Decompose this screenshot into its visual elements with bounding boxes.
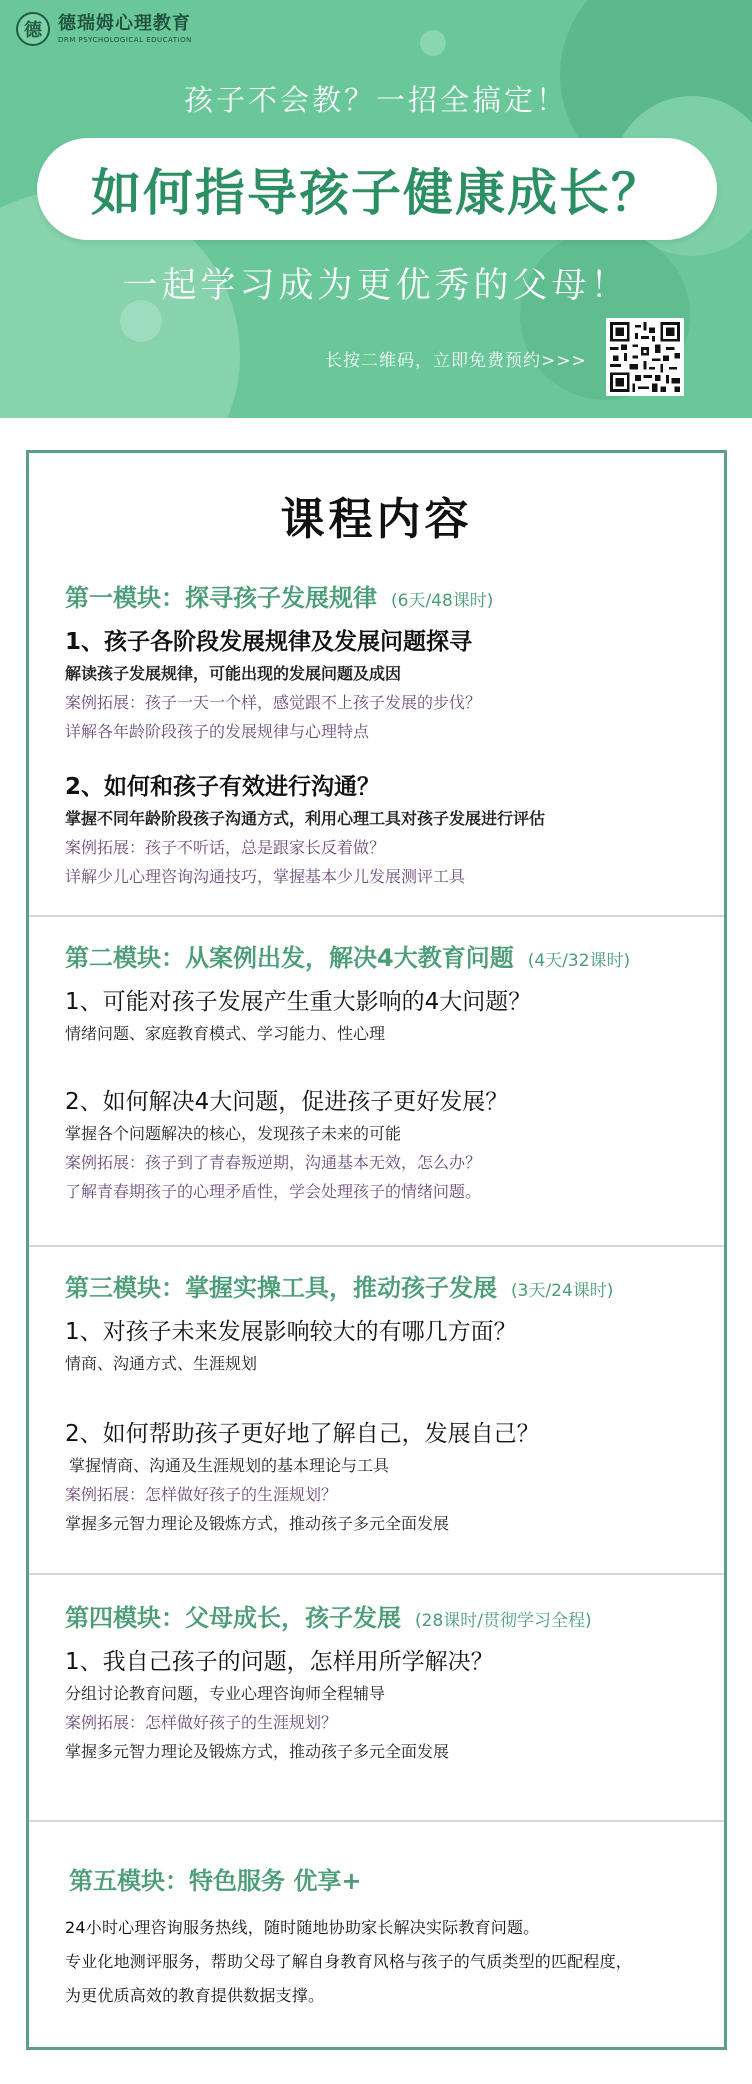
- module-duration: (4天/32课时): [527, 951, 631, 971]
- module-duration: (6天/48课时): [391, 591, 494, 611]
- course-title: 课程内容: [280, 494, 473, 545]
- question-detail: 掌握不同年龄阶段孩子沟通方式，利用心理工具对孩子发展进行评估: [65, 809, 546, 828]
- section-divider: [29, 1573, 724, 1575]
- qr-code-icon: [610, 322, 680, 392]
- module-duration: (3天/24课时): [511, 1281, 614, 1301]
- hero-headline: 如何指导孩子健康成长？: [91, 164, 663, 222]
- module-1-question-1: 1、孩子各阶段发展规律及发展问题探寻: [65, 629, 473, 655]
- module-5-title: 第五模块：特色服务 优享+: [69, 1867, 362, 1895]
- question-detail: 掌握各个问题解决的核心，发现孩子未来的可能: [65, 1124, 402, 1143]
- service-line: 为更优质高效的教育提供数据支撑。: [65, 1986, 325, 2005]
- decor-circle: [420, 30, 446, 56]
- module-1-question-2: 2、如何和孩子有效进行沟通？: [65, 774, 381, 800]
- brand-name-en: DRM PSYCHOLOGICAL EDUCATION: [58, 36, 192, 44]
- case-extension: 案例拓展：孩子到了青春叛逆期，沟通基本无效，怎么办？: [65, 1153, 482, 1172]
- headline-pill: [37, 138, 717, 240]
- qr-cta-text: 长按二维码，立即免费预约>>>: [325, 351, 587, 371]
- module-1-title: 第一模块：探寻孩子发展规律 (6天/48课时): [65, 584, 494, 612]
- question-detail: 分组讨论教育问题，专业心理咨询师全程辅导: [65, 1684, 386, 1703]
- case-extension: 案例拓展：怎样做好孩子的生涯规划？: [65, 1713, 338, 1732]
- case-extension: 案例拓展：孩子不听话，总是跟家长反着做？: [65, 838, 386, 857]
- hero-subtitle: 孩子不会教？一招全搞定！: [183, 83, 568, 117]
- module-2-question-2: 2、如何解决4大问题，促进孩子更好发展？: [65, 1089, 509, 1115]
- brand-name: 德瑞姆心理教育: [58, 13, 191, 34]
- brand-logo: [16, 12, 192, 46]
- section-divider: [29, 915, 724, 917]
- case-extension: 案例拓展：孩子一天一个样，感觉跟不上孩子发展的步伐？: [65, 693, 482, 712]
- module-2-question-1: 1、可能对孩子发展产生重大影响的4大问题？: [65, 989, 532, 1015]
- question-detail: 了解青春期孩子的心理矛盾性，学会处理孩子的情绪问题。: [65, 1182, 482, 1201]
- module-4-title: 第四模块：父母成长，孩子发展 (28课时/贯彻学习全程): [65, 1604, 592, 1632]
- module-3-question-1: 1、对孩子未来发展影响较大的有哪几方面？: [65, 1319, 517, 1345]
- section-divider: [29, 1245, 724, 1247]
- case-extension: 案例拓展：怎样做好孩子的生涯规划？: [65, 1485, 338, 1504]
- qr-code[interactable]: [606, 318, 684, 396]
- question-detail: 掌握情商、沟通及生涯规划的基本理论与工具: [69, 1456, 390, 1475]
- logo-seal-icon: 德: [16, 12, 50, 46]
- question-detail: 详解各年龄阶段孩子的发展规律与心理特点: [65, 722, 370, 741]
- module-3-title: 第三模块：掌握实操工具，推动孩子发展 (3天/24课时): [65, 1274, 614, 1302]
- module-2-title: 第二模块：从案例出发，解决4大教育问题 (4天/32课时): [65, 944, 631, 972]
- section-divider: [29, 1820, 724, 1822]
- question-detail: 情商、沟通方式、生涯规划: [65, 1354, 258, 1373]
- module-4-question-1: 1、我自己孩子的问题，怎样用所学解决？: [65, 1649, 494, 1675]
- service-line: 专业化地测评服务，帮助父母了解自身教育风格与孩子的气质类型的匹配程度，: [65, 1952, 633, 1971]
- module-3-question-2: 2、如何帮助孩子更好地了解自己，发展自己？: [65, 1421, 540, 1447]
- question-detail: 情绪问题、家庭教育模式、学习能力、性心理: [65, 1024, 386, 1043]
- module-duration: (28课时/贯彻学习全程): [415, 1611, 592, 1631]
- question-detail: 掌握多元智力理论及锻炼方式，推动孩子多元全面发展: [65, 1514, 450, 1533]
- question-detail: 掌握多元智力理论及锻炼方式，推动孩子多元全面发展: [65, 1742, 450, 1761]
- service-line: 24小时心理咨询服务热线，随时随地协助家长解决实际教育问题。: [65, 1918, 540, 1937]
- hero-banner: [0, 0, 752, 418]
- question-detail: 解读孩子发展规律，可能出现的发展问题及成因: [65, 664, 402, 683]
- hero-tagline: 一起学习成为更优秀的父母！: [122, 266, 630, 306]
- question-detail: 详解少儿心理咨询沟通技巧，掌握基本少儿发展测评工具: [65, 867, 466, 886]
- course-content-card: [26, 450, 727, 2050]
